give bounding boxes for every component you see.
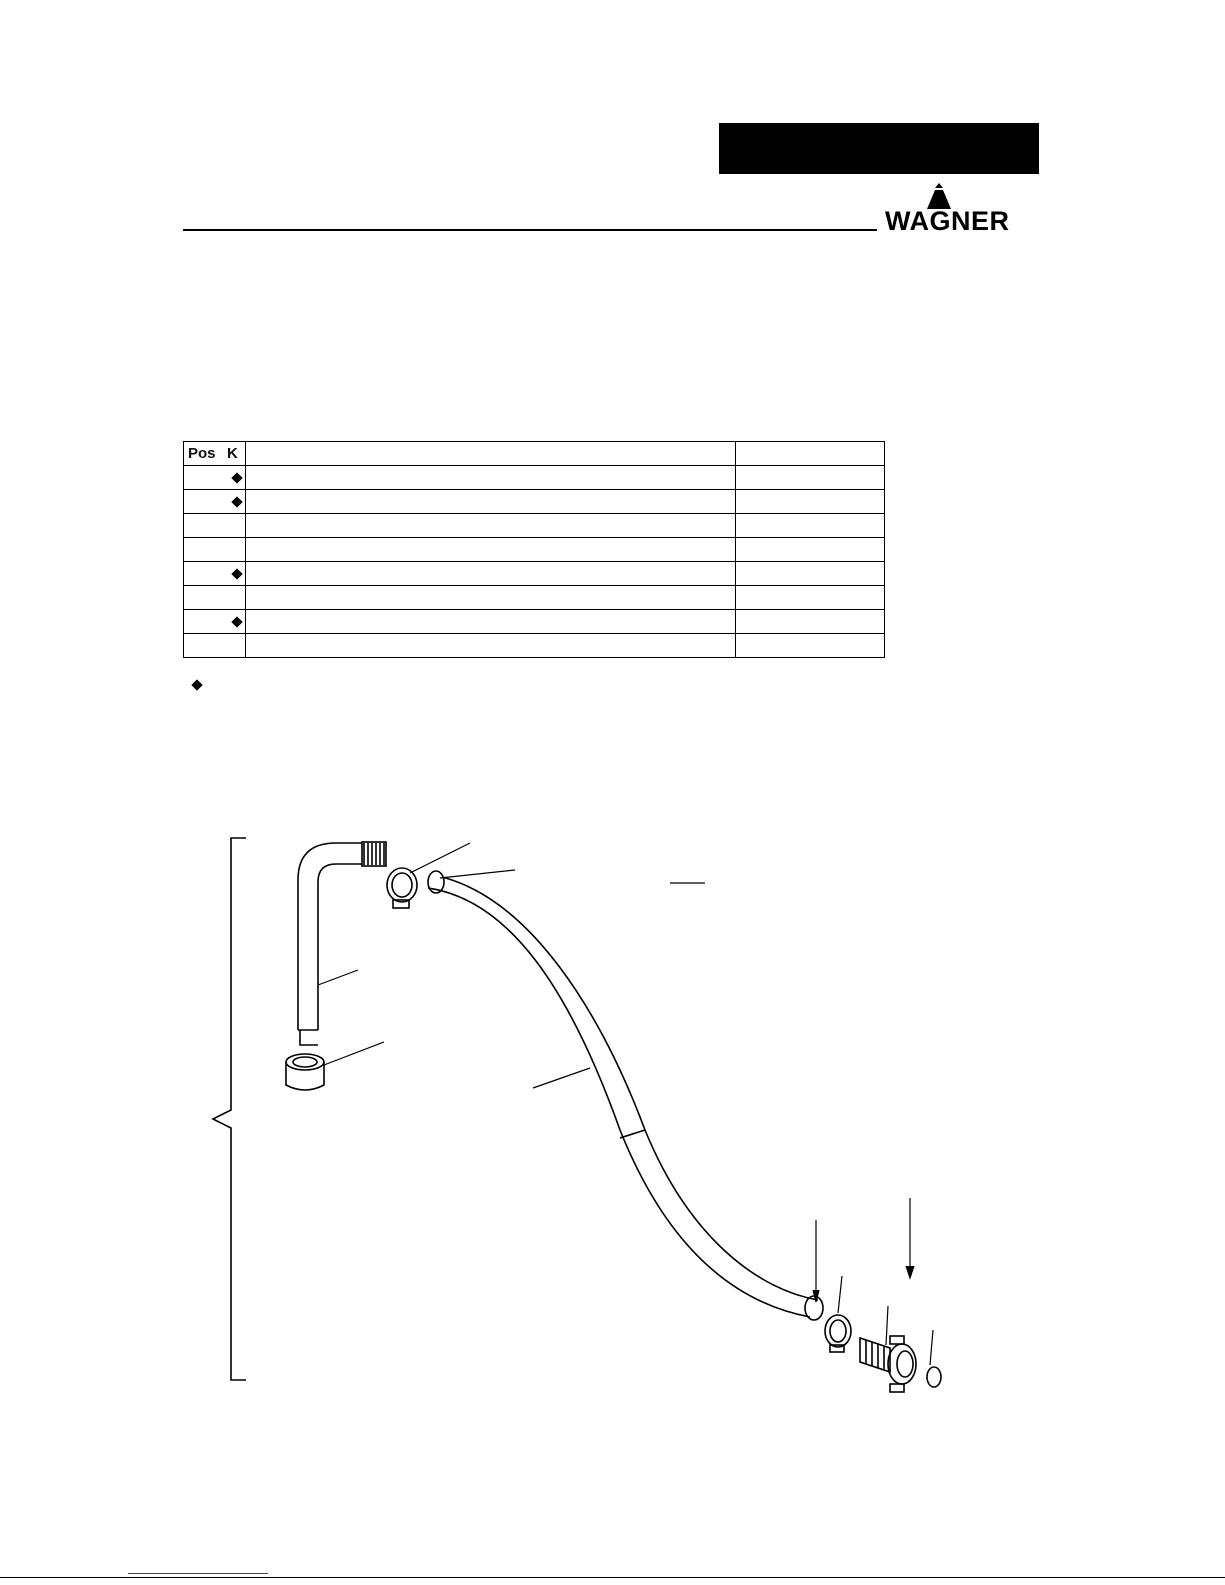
brand-name: WAGNER bbox=[885, 206, 1010, 236]
hose bbox=[428, 871, 823, 1320]
assembly-bracket bbox=[213, 838, 246, 1380]
header-pos: Pos bbox=[184, 442, 224, 466]
header-k: K bbox=[223, 442, 246, 466]
leader-lines bbox=[318, 843, 933, 1365]
hose-clamp-lower bbox=[825, 1315, 851, 1352]
footer-link-underline[interactable] bbox=[128, 1573, 268, 1574]
foot-filter bbox=[286, 1054, 324, 1090]
footer-rule bbox=[0, 1577, 1225, 1578]
coupling bbox=[860, 1336, 916, 1392]
o-ring bbox=[927, 1367, 941, 1387]
suction-pipe bbox=[298, 842, 386, 1045]
hose-clamp-upper bbox=[387, 868, 417, 908]
